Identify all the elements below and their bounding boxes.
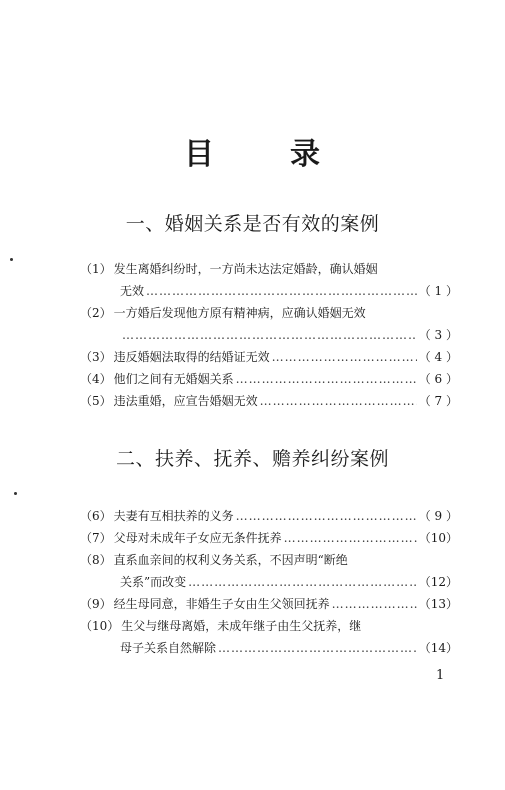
dot-leader — [272, 346, 417, 368]
dot-leader — [122, 324, 417, 346]
entry-page: （14） — [418, 641, 458, 655]
entry-title: 一方婚后发现他方原有精神病，应确认婚姻无效 — [113, 306, 366, 320]
toc-entry-8-continued[interactable] — [80, 571, 458, 593]
entry-page: （13） — [418, 597, 458, 611]
dot-leader — [236, 368, 417, 390]
entry-title: 经生母同意，非婚生子女由生父领回抚养 — [113, 597, 330, 611]
entry-title: 发生离婚纠纷时，一方尚未达法定婚龄，确认婚姻 — [113, 262, 378, 276]
toc-list-section-2 — [80, 505, 458, 659]
entry-page: （12） — [418, 575, 458, 589]
toc-entry-10[interactable] — [80, 615, 458, 637]
entry-number: （6） — [80, 509, 112, 523]
entry-page: （ 6 ） — [418, 372, 458, 386]
entry-page: （ 4 ） — [418, 350, 458, 364]
entry-title-continued: 关系”而改变 — [120, 575, 187, 589]
entry-number: （3） — [80, 350, 112, 364]
dot-leader — [236, 505, 417, 527]
entry-number: （1） — [80, 262, 112, 276]
entry-title-continued: 母子关系自然解除 — [120, 641, 217, 655]
title-char-1: 目 — [184, 137, 214, 172]
entry-title: 他们之间有无婚姻关系 — [113, 372, 234, 386]
entry-title: 违反婚姻法取得的结婚证无效 — [113, 350, 270, 364]
entry-number: （2） — [80, 306, 112, 320]
entry-number: （10） — [80, 619, 120, 633]
dot-leader — [260, 390, 417, 412]
dot-leader — [218, 637, 417, 659]
entry-title: 违法重婚，应宣告婚姻无效 — [113, 394, 258, 408]
entry-page: （ 1 ） — [418, 284, 458, 298]
toc-entry-2[interactable] — [80, 302, 458, 324]
toc-entry-1-continued[interactable] — [80, 280, 458, 302]
entry-title-continued: 无效 — [120, 284, 145, 298]
entry-page: （10） — [418, 531, 458, 545]
page-number: 1 — [436, 668, 445, 683]
scan-speck — [14, 492, 17, 495]
entry-page: （ 7 ） — [418, 394, 458, 408]
toc-entry-1[interactable] — [80, 258, 458, 280]
toc-entry-4[interactable] — [80, 368, 458, 390]
dot-leader — [332, 593, 417, 615]
title-char-2: 录 — [290, 137, 320, 172]
toc-entry-8[interactable] — [80, 549, 458, 571]
dot-leader — [284, 527, 417, 549]
toc-entry-5[interactable] — [80, 390, 458, 412]
toc-entry-2-continued[interactable] — [80, 324, 458, 346]
scan-speck — [10, 258, 13, 261]
section-heading-1: 一、婚姻关系是否有效的案例 — [125, 213, 380, 235]
entry-number: （7） — [80, 531, 112, 545]
entry-title: 父母对未成年子女应无条件抚养 — [113, 531, 282, 545]
entry-title: 直系血亲间的权利义务关系，不因声明“断绝 — [113, 553, 348, 567]
entry-page: （ 9 ） — [418, 509, 458, 523]
toc-entry-10-continued[interactable] — [80, 637, 458, 659]
toc-entry-7[interactable] — [80, 527, 458, 549]
entry-number: （8） — [80, 553, 112, 567]
entry-number: （4） — [80, 372, 112, 386]
entry-title: 生父与继母离婚，未成年继子由生父抚养，继 — [121, 619, 362, 633]
entry-title: 夫妻有互相扶养的义务 — [113, 509, 234, 523]
toc-list-section-1 — [80, 258, 458, 412]
toc-entry-9[interactable] — [80, 593, 458, 615]
entry-number: （9） — [80, 597, 112, 611]
entry-number: （5） — [80, 394, 112, 408]
page-title — [0, 135, 505, 175]
toc-entry-3[interactable] — [80, 346, 458, 368]
entry-page: （ 3 ） — [418, 328, 458, 342]
section-heading-2: 二、扶养、抚养、赡养纠纷案例 — [115, 448, 389, 470]
dot-leader — [146, 280, 417, 302]
dot-leader — [188, 571, 417, 593]
toc-entry-6[interactable] — [80, 505, 458, 527]
